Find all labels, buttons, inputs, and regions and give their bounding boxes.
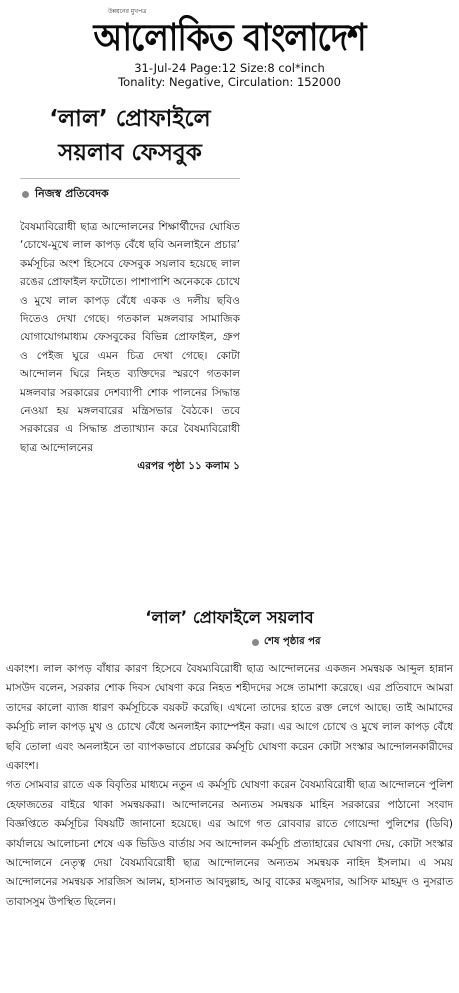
continued-from	[0, 634, 459, 651]
clipping-meta-date: 31-Jul-24 Page:12 Size:8 col*inch	[134, 61, 325, 75]
divider	[20, 178, 240, 179]
continuation-body	[6, 660, 453, 912]
continuation-headline: ‘লাল’ প্রোফাইলে সয়লাব	[145, 608, 314, 627]
continuation-clipping	[0, 604, 459, 908]
headline-line-1: ‘লাল’ প্রোফাইলে	[49, 106, 211, 132]
byline-text: নিজস্ব প্রতিবেদক	[35, 187, 109, 200]
bullet-icon	[22, 191, 29, 198]
article-body: বৈষম্যবিরোধী ছাত্র আন্দোলনের শিক্ষার্থীদের ঘোষিত ‘চোখে-মুখে লাল কাপড় বেঁধে ছবি অনলাইনে প্রচার’ কর্মসূচির অংশ হিসেবে ফেসবুক সয়লাব হয়েছে লাল রঙের প্রোফাইল ফটোতে। পাশাপাশি অনেককে চোখে ও মুখে লাল কাপড় বেঁধে একক ও দলীয় ছবিও দিতেও দেখা গেছে। গতকাল মঙ্গলবার সামাজিক যোগাযোগমাধ্যম ফেসবুকের বিভিন্ন প্রোফাইল, গ্রুপ ও পেইজ ঘুরে এমন চিত্র দেখা গেছে। কোটা আন্দোলন ঘিরে নিহত ব্যক্তিদের স্মরণে গতকাল মঙ্গলবার সরকারের দেশব্যাপী শোক পালনের সিদ্ধান্ত নেওয়া হয় মঙ্গলবারের মন্ত্রিসভার বৈঠকে। তবে সরকারের এ সিদ্ধান্ত প্রত্যাখ্যান করে বৈষম্যবিরোধী ছাত্র আন্দোলনের	[20, 221, 240, 454]
clipping-meta-tonality: Tonality: Negative, Circulation: 152000	[118, 75, 341, 89]
headline-line-2: সয়লাব ফেসবুক	[58, 140, 202, 166]
paragraph: একাংশ। লাল কাপড় বাঁধার কারণ হিসেবে বৈষম্যবিরোধী ছাত্র আন্দোলনের একজন সমন্বয়ক আব্দুল হান্নান মাসউদ বলেন, সরকার শোক দিবস ঘোষণা করে নিহত শহীদদের সঙ্গে তামাশা করেছে। এর প্রতিবাদে আমরা তাদের কালো ব্যাজ ধারণ কর্মসূচিকে বয়কট করেছি। এখনো তাদের হাতে রক্ত লেগে আছে। তাই আমাদের কর্মসূচি লাল কাপড় মুখ ও চোখে বেঁধে অনলাইন ক্যাম্পেইন করা। এর আগে চোখে ও মুখে লাল কাপড় বেঁধে ছবি তোলা এবং অনলাইনে তা ব্যাপকভাবে প্রচারের কর্মসূচি ঘোষণা করেন কোটা সংস্কার আন্দোলনকারীদের একাংশ।	[6, 663, 453, 773]
paragraph: গত সোমবার রাতে এক বিবৃতির মাধ্যমে নতুন এ কর্মসূচি ঘোষণা করেন বৈষম্যবিরোধী ছাত্র আন্দোলনে পুলিশ হেফাজতের বাইরে থাকা সমন্বয়করা। আন্দোলনের অন্যতম সমন্বয়ক মাহিন সরকারের পাঠানো সংবাদ বিজ্ঞপ্তিতে কর্মসূচির বিষয়টি জানানো হয়েছে। এর আগে গত রোববার রাতে গোয়েন্দা পুলিশের (ডিবি) কার্যালয়ে আলোচনা শেষে এক ভিডিও বার্তায় সব আন্দোলন কর্মসূচি প্রত্যাহারের ঘোষণা দেয়, কোটা সংস্কার আন্দোলনে নেতৃত্ব দেয়া বৈষম্যবিরোধী ছাত্র আন্দোলনের অন্যতম সমন্বয়ক নাহিদ ইসলাম। এ সময় আন্দোলনের সমন্বয়ক সারজিস আলম, হাসনাত আবদুল্লাহ, আবু বাকের মজুমদার, আসিফ মাহমুদ ও নুসরাত তাবাসসুম উপস্থিত ছিলেন।	[6, 779, 453, 908]
continued-on: এরপর পৃষ্ঠা ১১ কলাম ১	[137, 460, 240, 473]
byline	[20, 185, 240, 204]
masthead-tagline: উন্নয়নের মুখপত্র	[108, 8, 147, 15]
article-clipping	[20, 96, 240, 590]
masthead	[0, 0, 459, 60]
newspaper-logo: আলোকিত বাংলাদেশ	[93, 15, 366, 60]
bullet-icon	[252, 639, 259, 646]
continued-from-text: শেষ পৃষ্ঠার পর	[264, 636, 321, 647]
